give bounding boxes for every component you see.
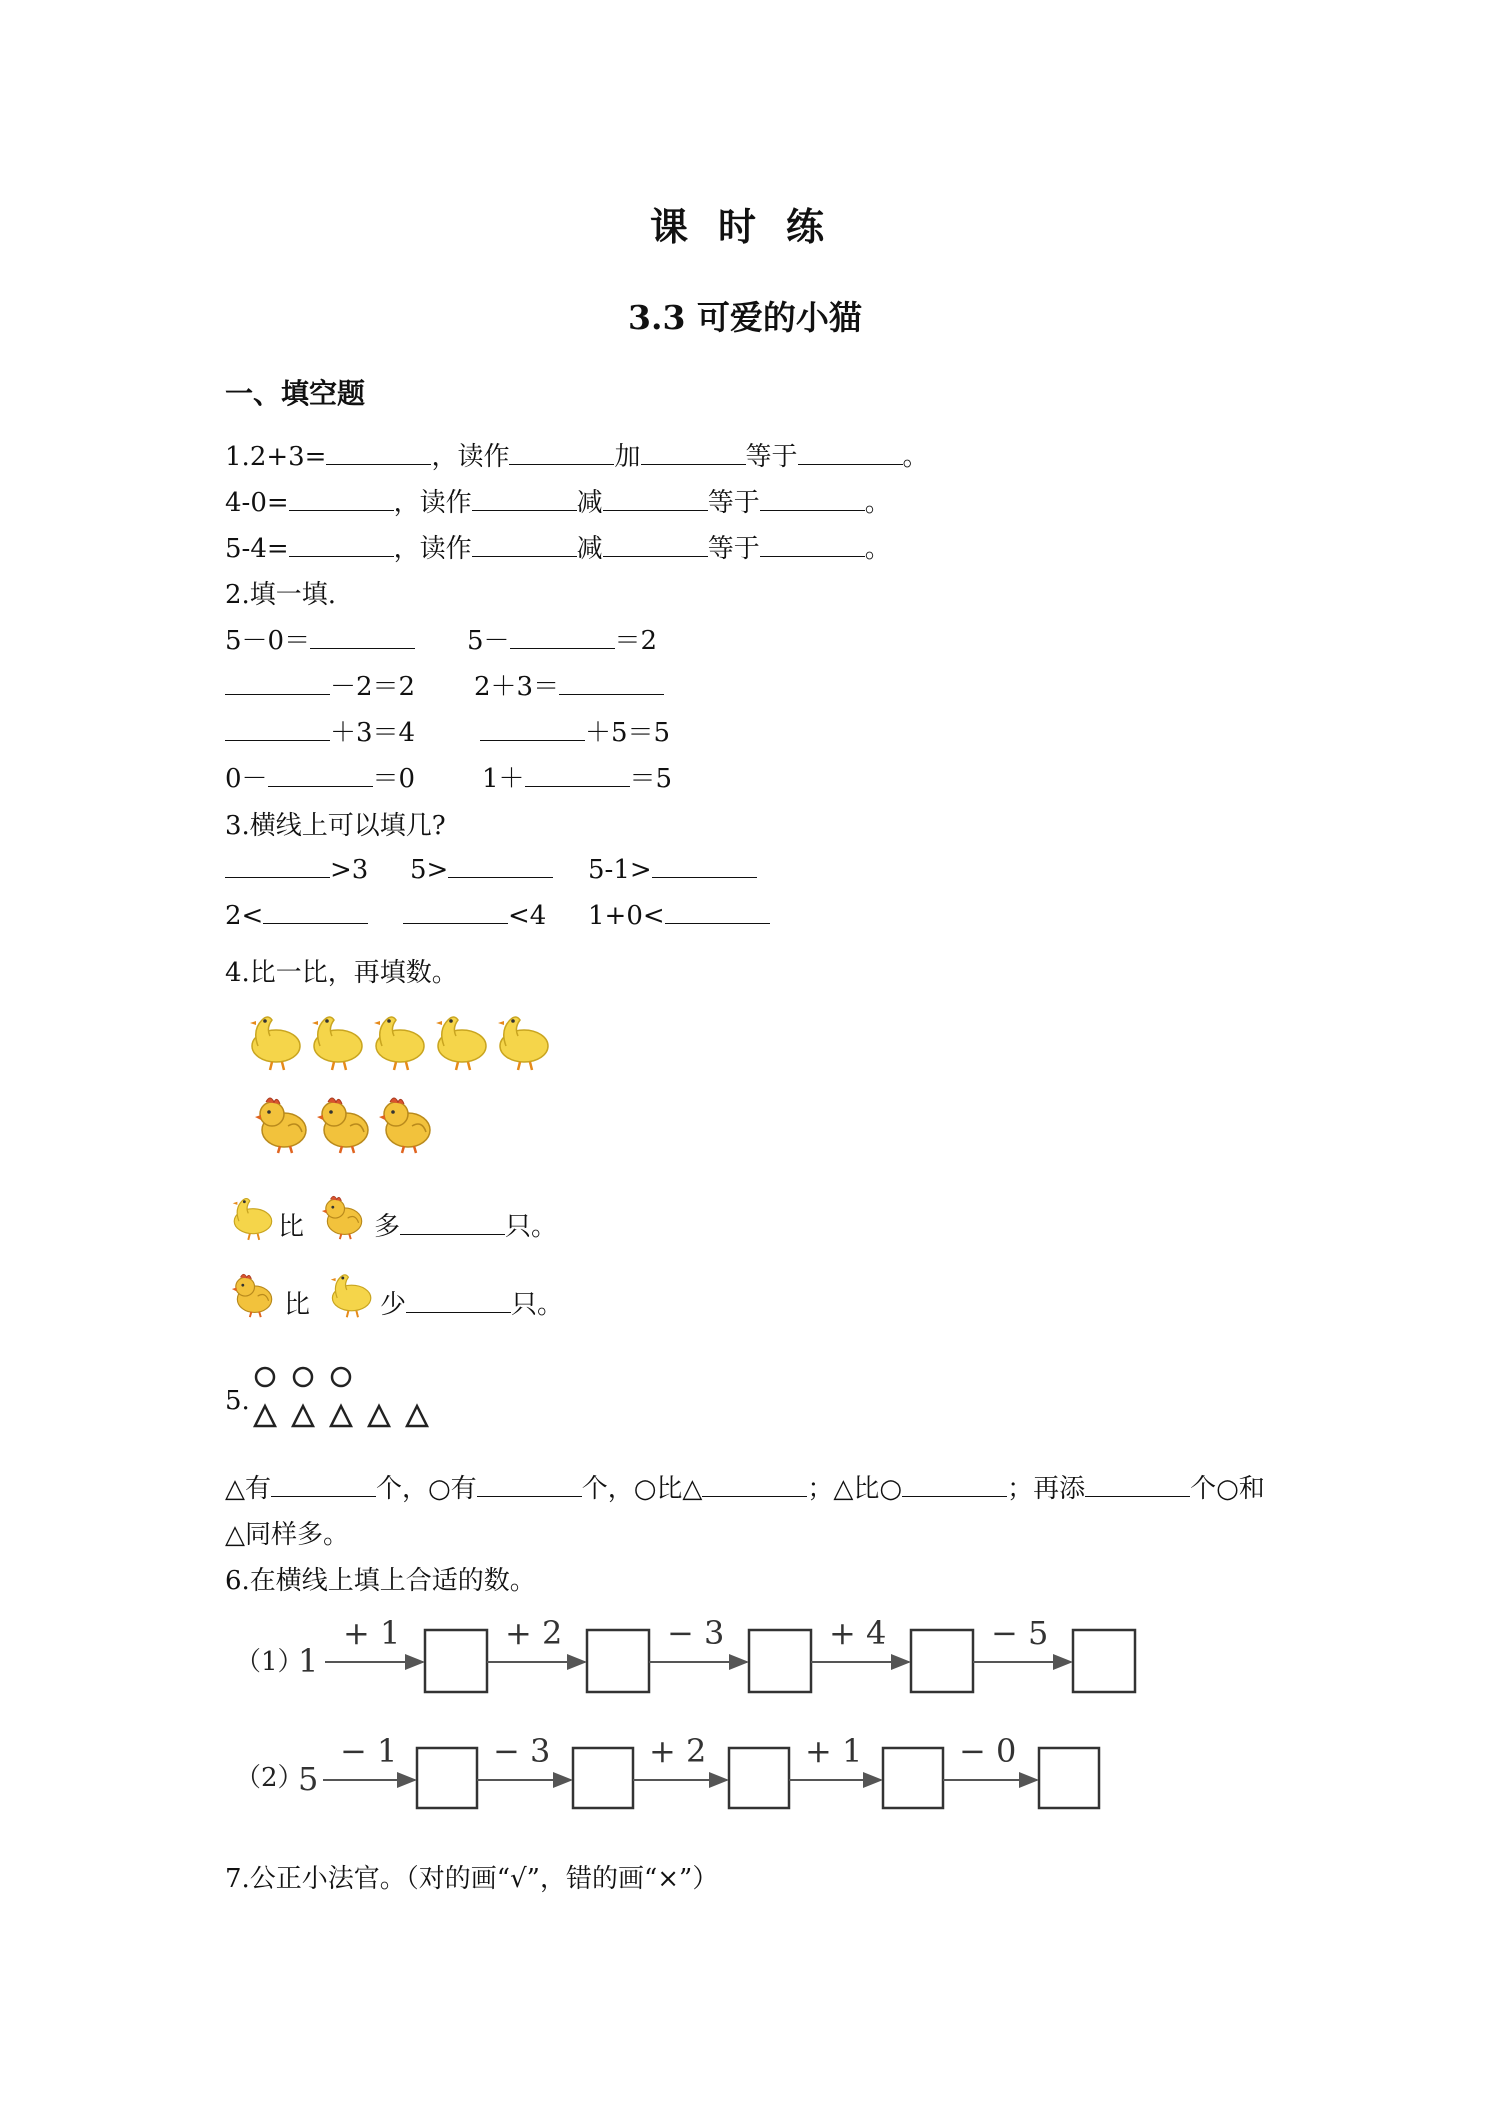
answer-blank[interactable] — [263, 897, 368, 924]
circle-shape — [294, 1368, 312, 1386]
answer-box — [573, 1748, 633, 1808]
q5-text: ；△比○ — [807, 1474, 903, 1504]
q6-prompt: 6.在横线上填上合适的数。 — [225, 1566, 536, 1596]
q7-prompt: 7.公正小法官。（对的画“√”，错的画“×”） — [225, 1864, 719, 1894]
answer-blank[interactable] — [472, 484, 577, 511]
q2-text: ＝2 — [614, 626, 658, 656]
answer-blank[interactable] — [225, 714, 330, 741]
q4-text: 少 — [380, 1290, 407, 1320]
q2-item — [225, 758, 415, 795]
answer-box — [587, 1630, 649, 1692]
q1-text: 等于 — [707, 534, 760, 564]
answer-blank[interactable] — [310, 622, 415, 649]
answer-blank[interactable] — [760, 484, 865, 511]
q1-text: 减 — [576, 488, 603, 518]
answer-blank[interactable] — [702, 1470, 807, 1497]
circles-shapes — [250, 1362, 370, 1392]
circle-shape — [256, 1368, 274, 1386]
answer-box — [729, 1748, 789, 1808]
q3-item — [225, 897, 368, 931]
answer-blank[interactable] — [525, 760, 630, 787]
q2-item — [225, 666, 415, 703]
answer-blank[interactable] — [400, 1208, 505, 1235]
q1-expr: 2+3= — [249, 442, 327, 472]
answer-blank[interactable] — [289, 530, 394, 557]
triangle-shape — [331, 1406, 351, 1426]
q2-text: －2＝2 — [330, 672, 416, 702]
q4-text: 多 — [374, 1212, 401, 1242]
number-chain-1 — [225, 1606, 1145, 1706]
answer-blank[interactable] — [509, 438, 614, 465]
number-chain-2 — [225, 1726, 1145, 1826]
duck-icon — [306, 1006, 370, 1072]
q3-item — [225, 851, 368, 885]
q2-text: ＋5＝5 — [585, 718, 671, 748]
q1-expr: 5-4= — [225, 534, 289, 564]
answer-blank[interactable] — [1085, 1470, 1190, 1497]
q3-text: 5-1> — [588, 855, 652, 885]
q1-text: ，读作 — [393, 488, 472, 518]
q1-expr: 4-0= — [225, 488, 289, 518]
q5-text: 个，○有 — [376, 1474, 477, 1504]
q1-row-1 — [225, 436, 929, 473]
q2-item — [474, 666, 664, 703]
q4-text: 只。 — [511, 1290, 564, 1320]
q2-text: ＋3＝4 — [330, 718, 416, 748]
q2-item — [225, 712, 415, 749]
q2-text: 2＋3＝ — [474, 672, 560, 702]
q4-prompt: 4.比一比，再填数。 — [225, 958, 458, 988]
chick-icon — [250, 1090, 312, 1154]
q1-text: 加 — [614, 442, 641, 472]
q3-text: <4 — [508, 901, 547, 931]
duck-icon — [244, 1006, 308, 1072]
q2-item — [480, 712, 670, 749]
q5-text: ；再添 — [1007, 1474, 1086, 1504]
q4-text: 比 — [284, 1290, 311, 1320]
answer-blank[interactable] — [271, 1470, 376, 1497]
q2-prompt: 2.填一填. — [225, 580, 337, 610]
chain-op: + 1 — [805, 1732, 863, 1770]
q5-line2: △同样多。 — [225, 1520, 349, 1550]
q1-text: 等于 — [745, 442, 798, 472]
answer-blank[interactable] — [559, 668, 664, 695]
chick-icon — [318, 1190, 368, 1244]
duck-icon — [368, 1006, 432, 1072]
answer-blank[interactable] — [641, 438, 746, 465]
answer-box — [883, 1748, 943, 1808]
answer-blank[interactable] — [225, 851, 330, 878]
answer-blank[interactable] — [472, 530, 577, 557]
circle-shape — [332, 1368, 350, 1386]
q1-label: 1. — [225, 442, 250, 472]
chain-op: − 3 — [493, 1732, 551, 1770]
answer-blank[interactable] — [289, 484, 394, 511]
answer-blank[interactable] — [760, 530, 865, 557]
answer-blank[interactable] — [448, 851, 553, 878]
answer-box — [1073, 1630, 1135, 1692]
q3-text: 5> — [410, 855, 449, 885]
q1-text: 。 — [864, 534, 891, 564]
chain-op: + 1 — [343, 1614, 401, 1652]
triangles-shapes — [250, 1402, 450, 1432]
q1-text: ，读作 — [393, 534, 472, 564]
q3-text: 1+0< — [588, 901, 665, 931]
answer-blank[interactable] — [477, 1470, 582, 1497]
answer-box — [911, 1630, 973, 1692]
chain-op: + 2 — [505, 1614, 563, 1652]
chick-icon — [374, 1090, 436, 1154]
q4-text: 只。 — [505, 1212, 558, 1242]
chain-op: − 5 — [991, 1614, 1049, 1652]
answer-blank[interactable] — [480, 714, 585, 741]
q3-item — [403, 897, 546, 931]
answer-box — [425, 1630, 487, 1692]
triangle-shape — [369, 1406, 389, 1426]
q1-text: 等于 — [707, 488, 760, 518]
answer-blank[interactable] — [268, 760, 373, 787]
q2-text: 5－0＝ — [225, 626, 311, 656]
q4-text: 比 — [278, 1212, 305, 1242]
q3-text: >3 — [330, 855, 369, 885]
answer-blank[interactable] — [406, 1286, 511, 1313]
chick-icon — [312, 1090, 374, 1154]
chain-op: − 3 — [667, 1614, 725, 1652]
answer-blank[interactable] — [652, 851, 757, 878]
chick-icon — [228, 1268, 278, 1322]
q1-text: 减 — [576, 534, 603, 564]
chain-label: （2） — [235, 1763, 304, 1793]
q5-text: 个○和 — [1190, 1474, 1265, 1504]
answer-box — [749, 1630, 811, 1692]
section-heading: 一、填空题 — [225, 377, 366, 410]
q1-row-3 — [225, 528, 891, 565]
q4-line1 — [374, 1206, 557, 1243]
chain-op: + 4 — [829, 1614, 887, 1652]
triangle-shape — [407, 1406, 427, 1426]
q2-text: 1＋ — [482, 764, 525, 794]
q2-item — [482, 758, 672, 795]
q3-item — [410, 851, 553, 885]
duck-icon — [430, 1006, 494, 1072]
chain-start: 1 — [298, 1642, 319, 1680]
answer-box — [1039, 1748, 1099, 1808]
lesson-subtitle: 3.3 可爱的小猫 — [628, 298, 862, 337]
q1-text: ，读作 — [431, 442, 510, 472]
answer-blank[interactable] — [603, 484, 708, 511]
triangle-shape — [255, 1406, 275, 1426]
q5-text: 个，○比△ — [581, 1474, 703, 1504]
answer-blank[interactable] — [603, 530, 708, 557]
q3-item — [588, 897, 770, 931]
q2-item — [467, 620, 657, 657]
q5-text: △有 — [225, 1474, 271, 1504]
q3-item — [588, 851, 757, 885]
answer-blank[interactable] — [225, 668, 330, 695]
q2-item — [225, 620, 415, 657]
q2-text: ＝5 — [629, 764, 673, 794]
q3-text: 2< — [225, 901, 264, 931]
q1-text: 。 — [864, 488, 891, 518]
page-title: 课时练 — [650, 204, 855, 249]
duck-icon — [326, 1266, 378, 1322]
q4-line2 — [380, 1284, 563, 1321]
chain-label: （1） — [235, 1647, 304, 1677]
chain-op: + 2 — [649, 1732, 707, 1770]
answer-blank[interactable] — [510, 622, 615, 649]
answer-blank[interactable] — [403, 897, 508, 924]
triangle-shape — [293, 1406, 313, 1426]
q2-text: 5－ — [467, 626, 510, 656]
answer-blank[interactable] — [798, 438, 903, 465]
q5-line1 — [225, 1468, 1265, 1505]
duck-icon — [492, 1006, 556, 1072]
answer-box — [417, 1748, 477, 1808]
q2-text: ＝0 — [372, 764, 416, 794]
q3-prompt: 3.横线上可以填几? — [225, 811, 446, 841]
chain-op: − 0 — [959, 1732, 1017, 1770]
answer-blank[interactable] — [326, 438, 431, 465]
duck-icon — [228, 1190, 278, 1244]
chain-start: 5 — [298, 1760, 319, 1798]
q1-row-2 — [225, 482, 891, 519]
chain-op: − 1 — [340, 1732, 398, 1770]
answer-blank[interactable] — [665, 897, 770, 924]
answer-blank[interactable] — [902, 1470, 1007, 1497]
q1-text: 。 — [902, 442, 929, 472]
q2-text: 0－ — [225, 764, 268, 794]
q5-label: 5. — [225, 1386, 250, 1416]
